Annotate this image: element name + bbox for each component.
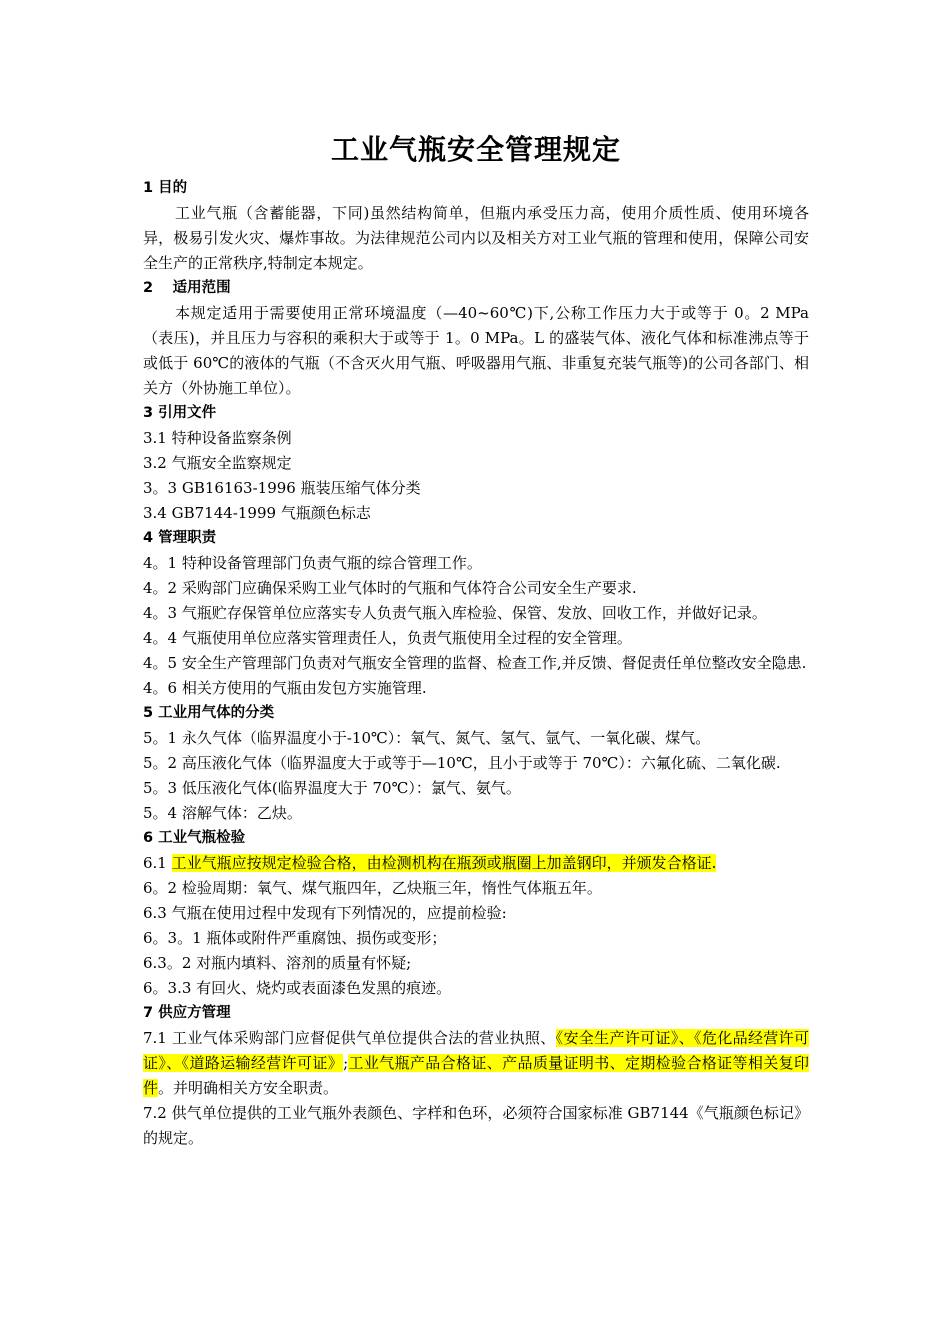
document-title: 工业气瓶安全管理规定 [330, 133, 621, 166]
item-text: 。并明确相关方安全职责。 [158, 1079, 339, 1097]
list-item: 4。3 气瓶贮存保管单位应落实专人负责气瓶入库检验、保管、发放、回收工作，并做好记录。 [143, 604, 767, 622]
list-item: 5。4 溶解气体：乙炔。 [143, 804, 302, 822]
list-item [143, 851, 809, 876]
highlighted-text: 《安全生产许可证》、《危化品经营许可证》、《道路运输经营许可证》 [143, 1029, 809, 1072]
highlighted-text: 工业气瓶产品合格证、产品质量证明书、定期检验合格证等相关复印件 [143, 1054, 809, 1097]
list-item: 6。3。1 瓶体或附件严重腐蚀、损伤或变形； [143, 929, 447, 947]
item-text: ; [343, 1054, 349, 1072]
section-heading-gas-classification: 5 工业用气体的分类 [143, 705, 275, 721]
list-item: 6.3 气瓶在使用过程中发现有下列情况的，应提前检验: [143, 904, 507, 922]
section-heading-supplier: 7 供应方管理 [143, 1005, 231, 1021]
list-item: 5。1 永久气体（临界温度小于-10℃）：氧气、氮气、氢气、氩气、一氧化碳、煤气。 [143, 729, 711, 747]
list-item: 3.4 GB7144-1999 气瓶颜色标志 [143, 504, 371, 522]
list-item: 3.1 特种设备监察条例 [143, 429, 292, 447]
list-item: 5。2 高压液化气体（临界温度大于或等于—10℃，且小于或等于 70℃）：六氟化硫、二氧化碳. [143, 754, 781, 772]
list-item: 5。3 低压液化气体(临界温度大于 70℃）：氯气、氨气。 [143, 779, 521, 797]
highlighted-text: 工业气瓶应按规定检验合格，由检测机构在瓶颈或瓶圈上加盖钢印，并颁发合格证. [171, 854, 717, 872]
list-item: 7.2 供气单位提供的工业气瓶外表颜色、字样和色环，必须符合国家标准 GB7144《气瓶颜色标记》 的规定。 [143, 1104, 809, 1147]
list-item: 6.3。2 对瓶内填料、溶剂的质量有怀疑; [143, 954, 412, 972]
list-item: 6。2 检验周期：氧气、煤气瓶四年，乙炔瓶三年，惰性气体瓶五年。 [143, 879, 602, 897]
list-item: 4。6 相关方使用的气瓶由发包方实施管理. [143, 679, 427, 697]
list-item: 4。4 气瓶使用单位应落实管理责任人，负责气瓶使用全过程的安全管理。 [143, 629, 632, 647]
list-item: 6。3.3 有回火、烧灼或表面漆色发黑的痕迹。 [143, 979, 452, 997]
list-item: 3。3 GB16163-1996 瓶装压缩气体分类 [143, 479, 421, 497]
section-heading-purpose: 1 目的 [143, 180, 188, 196]
paragraph-purpose: 工业气瓶（含蓄能器，下同)虽然结构简单，但瓶内承受压力高，使用介质性质、使用环境各异，极易引发火灾、爆炸事故。为法律规范公司内以及相关方对工业气瓶的管理和使用，保障公司安全生产的正常秩序,特制定本规定。 [143, 204, 809, 272]
section-heading-scope: 2 适用范围 [143, 280, 231, 296]
document-body [143, 176, 809, 1151]
section-heading-references: 3 引用文件 [143, 405, 217, 421]
list-item: 4。2 采购部门应确保采购工业气体时的气瓶和气体符合公司安全生产要求. [143, 579, 637, 597]
list-item: 3.2 气瓶安全监察规定 [143, 454, 292, 472]
section-heading-responsibilities: 4 管理职责 [143, 530, 217, 546]
item-text: 7.1 工业气体采购部门应督促供气单位提供合法的营业执照、 [143, 1029, 556, 1047]
section-heading-inspection: 6 工业气瓶检验 [143, 830, 246, 846]
list-item [143, 1026, 809, 1101]
list-item: 4。1 特种设备管理部门负责气瓶的综合管理工作。 [143, 554, 482, 572]
item-number: 6.1 [143, 854, 172, 872]
paragraph-scope: 本规定适用于需要使用正常环境温度（—40~60℃)下,公称工作压力大于或等于 0。2 MPa （表压)，并且压力与容积的乘积大于或等于 1。0 MPa。L 的盛装气体、液化气体和标准沸点等于或低于 60℃的液体的气瓶（不含灭火用气瓶、呼吸器用气瓶、非重复充装气瓶等)的公司各部门、相关方（外协施工单位）。 [143, 304, 809, 397]
list-item: 4。5 安全生产管理部门负责对气瓶安全管理的监督、检查工作,并反馈、督促责任单位整改安全隐患. [143, 654, 807, 672]
